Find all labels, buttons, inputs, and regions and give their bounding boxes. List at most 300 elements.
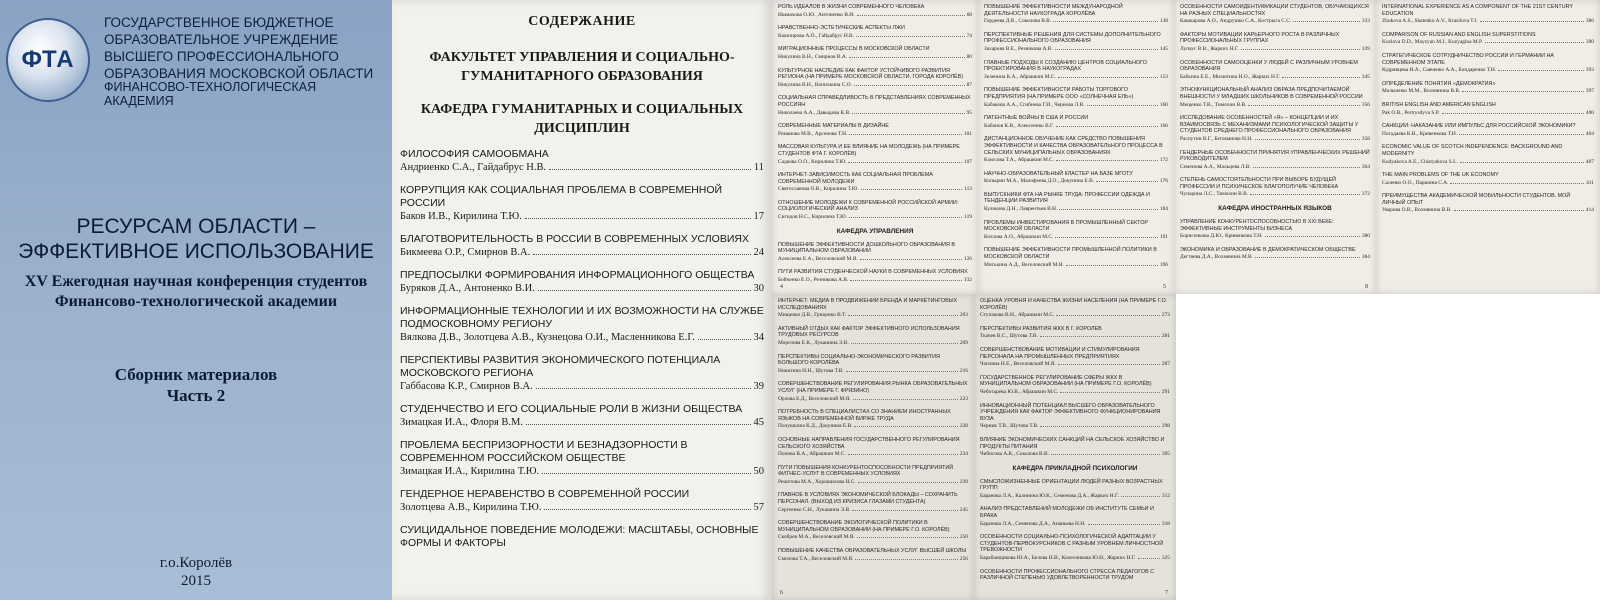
toc-entry-authors: Габбасова К.Р., Смирнов В.А. [400, 381, 533, 392]
toc-entry [778, 144, 972, 165]
toc-entry-line [1382, 109, 1594, 117]
toc-entry-title: ЭКОНОМИКА И ОБРАЗОВАНИЕ В ДЕМОКРАТИЧЕСКОМ ОБЩЕСТВЕ [1180, 246, 1356, 253]
toc-entry-title: ПОВЫШЕНИЕ КАЧЕСТВА ОБРАЗОВАТЕЛЬНЫХ УСЛУГ ВЫСШЕЙ ШКОЛЫ [778, 548, 967, 555]
page-number: 7 [1165, 590, 1168, 596]
toc-entry-authors: Копырин М.А., Малофеева Д.О., Докунина Е.В. [984, 178, 1095, 185]
toc-entry-title: ПЕРСПЕКТИВЫ РАЗВИТИЯ ЭКОНОМИЧЕСКОГО ПОТЕНЦИАЛА МОСКОВСКОГО РЕГИОНА [400, 354, 721, 379]
year: 2015 [181, 573, 211, 589]
toc-entry-line [1382, 158, 1594, 166]
toc-entry-line [980, 520, 1170, 528]
toc-entry-authors: Уварова О.В., Вохмянина В.В. [1382, 207, 1452, 214]
toc-entry-page: 407 [1585, 158, 1594, 165]
toc-entry-line [778, 276, 972, 284]
toc-entry-title: СТРАТЕГИЧЕСКОЕ СОТРУДНИЧЕСТВО РОССИИ И ГЕРМАНИИ НА СОВРЕМЕННОМ ЭТАПЕ [1382, 52, 1555, 66]
toc-entry-title: ПРЕИМУЩЕСТВА АКАДЕМИЧЕСКОЙ МОБИЛЬНОСТИ СТУДЕНТОВ. МОЙ ЛИЧНЫЙ ОПЫТ [1382, 193, 1571, 206]
toc-entry-title: ГЛАВНОЕ В УСЛОВИЯХ ЭКОНОМИЧЕСКОЙ БЛОКАДЫ – СОХРАНИТЬ ПЕРСОНАЛ. (ВЫХОД ИЗ КРИЗИСА ГЛАЗАМИ СТУДЕНТА) [778, 492, 958, 506]
toc-entry [1382, 81, 1594, 95]
toc-entry-authors: Митькина А.Д., Веселовский М.Я. [984, 261, 1064, 268]
toc-entry [400, 524, 764, 550]
toc-entry-authors: Буряков Д.А., Антоненко В.И. [400, 283, 535, 294]
toc-entry-line [1180, 253, 1370, 261]
toc-entry-authors: Черник Т.В., Шутова Т.В. [980, 423, 1039, 430]
toc-entry [400, 354, 764, 393]
dot-leader [1055, 45, 1158, 50]
toc-entry-authors: Борисенкова Д.Ю., Кривенкова Т.Н. [1180, 233, 1263, 240]
toc-entry-authors: Распутин В.Г., Бегоманова Н.Н. [1180, 135, 1253, 142]
dot-leader [1051, 450, 1160, 455]
toc-entry-authors: Андриенко С.А., Гайдабрус Н.В. [400, 162, 547, 173]
toc-entry [984, 192, 1168, 213]
toc-entry-authors: Кашпирова А.О., Гайдабрус Н.В. [778, 32, 854, 39]
toc-entry-authors: Никулина В.Н., Смирнов В.А. [778, 53, 848, 60]
section-heading: КАФЕДРА УПРАВЛЕНИЯ [836, 227, 914, 235]
toc-entry-authors: Вялкова Д.В., Золотцева А.В., Кузнецова О.И., Масленникова Е.Г. [400, 332, 695, 343]
toc-entry-page: 196 [1159, 261, 1168, 268]
toc-entry-line [778, 185, 972, 193]
toc-entry-title: НРАВСТВЕННО-ЭСТЕТИЧЕСКИЕ АСПЕКТЫ ЛЖИ [778, 25, 905, 32]
toc-entry-page: 17 [753, 211, 764, 222]
toc-entry-authors: Козлова А.О., Абрашкин М.С. [984, 233, 1054, 240]
toc-entry-authors: Ишмахова О.Ю., Антоненко В.И. [778, 11, 855, 18]
toc-entry-page: 345 [1361, 73, 1370, 80]
scan-page-5 [978, 0, 1174, 294]
dot-leader [849, 53, 965, 58]
toc-entry-authors: Бабкина Е.Е., Милютина Н.О., Жарких Н.Г. [1180, 73, 1281, 80]
dot-leader [849, 213, 962, 218]
toc-entry-title: УПРАВЛЕНИЕ КОНКУРЕНТОСПОСОБНОСТЬЮ В XXI ВЕКЕ: ЭФФЕКТИВНЫЕ ИНСТРУМЕНТЫ БИЗНЕСА [1180, 219, 1334, 232]
toc-entry-title: ВЛИЯНИЕ ЭКОНОМИЧЕСКИХ САНКЦИЙ НА СЕЛЬСКОЕ ХОЗЯЙСТВО И ПРОДУКТЫ ПИТАНИЯ [980, 436, 1165, 450]
toc-entry-title: ПОВЫШЕНИЕ ЭФФЕКТИВНОСТИ МЕЖДУНАРОДНОЙ ДЕЯТЕЛЬНОСТИ НАУКОГРАДА КОРОЛЁВА [984, 4, 1123, 17]
toc-entry-title: ИНФОРМАЦИОННЫЕ ТЕХНОЛОГИИ И ИХ ВОЗМОЖНОСТИ НА СЛУЖБЕ ПОДМОСКОВНОМУ РЕГИОНУ [400, 305, 764, 330]
toc-entry-line [1382, 17, 1594, 25]
toc-entry-page: 291 [1161, 388, 1170, 395]
dot-leader [846, 367, 958, 372]
toc-entry-page: 74 [966, 32, 972, 39]
toc-entry-page: 393 [1585, 67, 1594, 74]
toc-entry-page: 101 [963, 130, 972, 137]
conference-line2: Финансово-технологической академии [54, 293, 338, 310]
toc-entry-title: ВЫПУСКНИКИ ФТА НА РЫНКЕ ТРУДА: ПРОФЕССИИ ОДЕЖДА И ТЕНДЕНЦИИ РАЗВИТИЯ [984, 191, 1150, 205]
toc-entry-line [1180, 73, 1370, 81]
dot-leader [1255, 253, 1360, 258]
toc-entry-title: ОСОБЕННОСТИ САМООЦЕНКИ У ЛЮДЕЙ С РАЗЛИЧНЫМ УРОВНЕМ ОБРАЗОВАНИЯ [1180, 59, 1358, 73]
toc-entry [778, 95, 972, 116]
toc-entry-line [778, 555, 968, 563]
toc-entry-line [984, 17, 1168, 25]
book-title [0, 214, 392, 264]
toc-entry-authors: Полушкина К.Д., Докунина Е.В. [778, 423, 853, 430]
toc-entry-page: 339 [1361, 45, 1370, 52]
toc-entry-authors: Скобрев М.А., Веселовский М.Я. [778, 534, 855, 541]
toc-entry [778, 437, 968, 458]
conference-name [10, 272, 382, 312]
toc-entry-page: 216 [959, 367, 968, 374]
toc-entry [980, 569, 1170, 582]
toc-entry-authors: Zhukova A.S., Shatenko A.V., Krasilova T.I. [1382, 18, 1478, 25]
toc-entry-line [984, 73, 1168, 81]
toc-entry-authors: Баранова Л.А., Калинина Ю.К., Семенова Д.А., Жарких Н.Г. [980, 492, 1119, 499]
toc-entry-title: НАУЧНО-ОБРАЗОВАТЕЛЬНЫЙ КЛАСТЕР НА БАЗЕ МГОТУ [984, 170, 1133, 177]
toc-entry-title: ПРОБЛЕМА БЕСПРИЗОРНОСТИ И БЕЗНАДЗОРНОСТИ В СОВРЕМЕННОМ РОССИЙСКОМ ОБЩЕСТВЕ [400, 439, 688, 464]
toc-entry-line [400, 501, 764, 514]
toc-entry-line [778, 255, 972, 263]
toc-entry-line [400, 380, 764, 393]
toc-entry-authors: Kudyakova A.E., Chistyakova S.L. [1382, 158, 1458, 165]
toc-entry [1180, 32, 1370, 53]
toc-entry-line [778, 478, 968, 486]
toc-entry-line [984, 122, 1168, 130]
toc-entry [984, 136, 1168, 163]
toc-entry-authors: Клюсова Т.А., Абрашкин М.С. [984, 157, 1055, 164]
dot-leader [1040, 332, 1160, 337]
toc-entry-page: 256 [959, 555, 968, 562]
city: г.о.Королёв [159, 555, 233, 571]
toc-entry-title: СМЫСЛОЖИЗНЕННЫЕ ОРИЕНТАЦИИ ЛЮДЕЙ РАЗНЫХ ВОЗРАСТНЫХ ГРУПП [980, 478, 1163, 492]
toc-entry-page: 356 [1361, 101, 1370, 108]
logo-text: ФТА [21, 46, 75, 73]
toc-entry-line [1382, 87, 1594, 95]
toc-entry-line [400, 246, 764, 259]
toc-entry-title: СТЕПЕНЬ САМОСТОЯТЕЛЬНОСТИ ПРИ ВЫБОРЕ БУДУЩЕЙ ПРОФЕССИИ И ПСИХИЧЕСКОЕ БЛАГОПОЛУЧИЕ ЧЕЛОВЕКА [1180, 177, 1339, 190]
toc-entry-line [778, 339, 968, 347]
scan-page-7 [974, 294, 1176, 600]
toc-entry-authors: Pak O.B., Pertrysdyva S.P. [1382, 109, 1440, 116]
dot-leader [1058, 73, 1158, 78]
toc-entry [1382, 102, 1594, 116]
toc-entry-authors: Мищенко Д.В., Гриценко В.Т. [778, 312, 847, 319]
toc-entry-authors: Николаева А.А., Давыдова К.В. [778, 109, 851, 116]
academy-logo [6, 18, 90, 102]
toc-entry [778, 465, 968, 486]
toc-entry [980, 479, 1170, 500]
toc-entry-authors: Захарова В.Е., Резникова А.В. [984, 45, 1053, 52]
toc-entry-authors: Смолова Т.А., Веселовский М.Я. [778, 555, 854, 562]
toc-entry-line [1180, 232, 1370, 240]
dot-leader [849, 130, 962, 135]
toc-entry-title: ПОВЫШЕНИЕ ЭФФЕКТИВНОСТИ ПРОМЫШЛЕННОЙ ПОЛИТИКИ В МОСКОВСКОЙ ОБЛАСТИ [984, 247, 1157, 261]
scan-page-6-entries [772, 294, 974, 573]
toc-entry-page: 287 [1161, 361, 1170, 368]
contents-page [392, 0, 772, 600]
dot-leader [1053, 17, 1158, 22]
toc-entry-page: 80 [966, 53, 972, 60]
toc-entry-page: 333 [1361, 18, 1370, 25]
toc-entry-line [778, 422, 968, 430]
toc-entry-title: ИННОВАЦИОННЫЙ ПОТЕНЦИАЛ ВЫСШЕГО ОБРАЗОВАТЕЛЬНОГО УЧРЕЖДЕНИЯ КАК ФАКТОР ЭФФЕКТИВНОГО ФУНКЦИОНИРОВАНИЯ ВУЗА [980, 402, 1161, 422]
contents-entries [400, 148, 764, 560]
toc-entry-title: САНКЦИИ: НАКАЗАНИЕ ИЛИ ИМПУЛЬС ДЛЯ РОССИЙСКОЙ ЭКОНОМИКИ? [1382, 123, 1576, 130]
toc-entry-authors: Баранова Л.А., Семенова Д.А., Ананьева Н.Н. [980, 520, 1086, 527]
contents-heading: СОДЕРЖАНИЕ [528, 14, 636, 29]
toc-entry-authors: Романова М.В., Арсенова Т.Н. [778, 130, 848, 137]
toc-entry-title: ОСОБЕННОСТИ СОЦИАЛЬНО-ПСИХОЛОГИЧЕСКОЙ АДАПТАЦИИ У СТУДЕНТОВ-ПЕРВОКУРСНИКОВ С РАЗНЫМ УРОВНЕМ ЛИЧНОСТНОЙ ТРЕВОЖНОСТИ [980, 534, 1164, 554]
dot-leader [854, 81, 965, 86]
toc-entry-authors: Гордеева Д.В., Соколова В.В. [984, 18, 1052, 25]
toc-entry-authors: Лупаус В.В., Жарких Н.Г. [1180, 45, 1239, 52]
toc-entry-title: СОВРЕМЕННЫЕ МАТЕРИАЛЫ В ДИЗАЙНЕ [778, 123, 889, 130]
toc-entry-line [1180, 190, 1370, 198]
toc-entry-page: 68 [966, 11, 972, 18]
dot-leader [1060, 388, 1160, 393]
page-number: 5 [1163, 284, 1166, 290]
toc-entry [1382, 172, 1594, 186]
dot-leader [1250, 190, 1360, 195]
toc-entry-line [400, 282, 764, 295]
toc-entry-line [778, 109, 972, 117]
toc-entry-line [400, 161, 764, 174]
toc-entry [400, 439, 764, 478]
toc-entry [400, 184, 764, 223]
toc-entry-page: 312 [1161, 492, 1170, 499]
toc-entry-authors: Куликова Д.Н., Лаврентьев В.Н. [984, 206, 1058, 213]
dot-leader [1485, 38, 1584, 43]
toc-entry-line [1180, 17, 1370, 25]
collection-line1: Сборник материалов [114, 365, 278, 384]
dot-leader [1056, 156, 1158, 161]
section-heading: КАФЕДРА ИНОСТРАННЫХ ЯЗЫКОВ [1218, 205, 1332, 213]
toc-entry-page: 132 [963, 277, 972, 284]
toc-entry-line [984, 101, 1168, 109]
toc-entry-title: СОВЕРШЕНСТВОВАНИЕ МОТИВАЦИИ И СТИМУЛИРОВАНИЯ ПЕРСОНАЛА НА ПРОМЫШЛЕННЫХ ПРЕДПРИЯТИЯХ [980, 346, 1140, 360]
toc-entry-title: СОЦИАЛЬНАЯ СПРАВЕДЛИВОСТЬ В ПРЕДСТАВЛЕНИЯХ СОВРЕМЕННЫХ РОССИЯН [778, 95, 971, 108]
toc-entry [778, 298, 968, 319]
toc-entry-authors: Дегтяева Д.А., Вохмянина М.В. [1180, 254, 1253, 261]
dot-leader [1459, 130, 1584, 135]
toc-entry-authors: Святославова О.В., Кирилина Т.Ю. [778, 186, 859, 193]
dot-leader [1138, 554, 1160, 559]
toc-entry-authors: Сергеенко С.Н., Лукашина Э.В. [778, 506, 851, 513]
dot-leader [850, 276, 962, 281]
dot-leader [851, 339, 958, 344]
toc-entry-page: 372 [1361, 191, 1370, 198]
dot-leader [1454, 206, 1584, 211]
dot-leader [857, 533, 958, 538]
toc-entry-page: 145 [1159, 45, 1168, 52]
toc-entry-title: ИНТЕРНЕТ: МЕДИА В ПРОДВИЖЕНИИ БРЕНДА И МАРКЕТИНГОВЫХ ИССЛЕДОВАНИЯХ [778, 298, 958, 311]
toc-entry-page: 50 [753, 466, 764, 477]
toc-entry-line [984, 45, 1168, 53]
toc-entry [1382, 193, 1594, 214]
toc-entry-page: 273 [1161, 312, 1170, 319]
toc-entry-page: 166 [1159, 122, 1168, 129]
toc-entry-title: ОТНОШЕНИЕ МОЛОДЕЖИ К СОВРЕМЕННОЙ РОССИЙСКОЙ АРМИИ: СОЦИОЛОГИЧЕСКИЙ АНАЛИЗ [778, 199, 959, 213]
toc-entry-title: ОСНОВНЫЕ НАПРАВЛЕНИЯ ГОСУДАРСТВЕННОГО РЕГУЛИРОВАНИЯ СЕЛЬСКОГО ХОЗЯЙСТВА [778, 436, 960, 450]
toc-entry-page: 390 [1585, 39, 1594, 46]
toc-entry-page: 107 [963, 158, 972, 165]
toc-entry-page: 386 [1585, 18, 1594, 25]
toc-entry-line [980, 311, 1170, 319]
toc-entry-authors: Зимацкая И.А., Кирилина Т.Ю. [400, 466, 540, 477]
toc-entry [980, 375, 1170, 396]
dot-leader [544, 501, 750, 510]
toc-entry [1180, 115, 1370, 142]
toc-entry [778, 25, 972, 39]
dot-leader [1498, 66, 1584, 71]
toc-entry-page: 39 [753, 381, 764, 392]
toc-entry-title: INTERNATIONAL EXPERIENCE AS A COMPONENT OF THE 21ST CENTURY EDUCATION [1382, 4, 1573, 17]
toc-entry-page: 191 [1159, 233, 1168, 240]
toc-entry-page: 24 [753, 247, 764, 258]
dot-leader [860, 255, 962, 260]
book-title-line1: РЕСУРСАМ ОБЛАСТИ – [76, 215, 316, 238]
toc-entry-line [984, 233, 1168, 241]
toc-entry-authors: Никулина В.Н., Вопилкина С.О. [778, 81, 852, 88]
toc-entry-title: ФАКТОРЫ МОТИВАЦИИ КАРЬЕРНОГО РОСТА В РАЗЛИЧНЫХ ПРОФЕССИОНАЛЬНЫХ ГРУППАХ [1180, 31, 1340, 45]
toc-entry [1382, 32, 1594, 46]
toc-entry-title: ПЕРСПЕКТИВЫ СОЦИАЛЬНО-ЭКОНОМИЧЕСКОГО РАЗВИТИЯ БОЛЬШОГО КОРОЛЁВА [778, 353, 940, 367]
toc-entry-line [778, 506, 968, 514]
toc-entry-line [980, 554, 1170, 562]
toc-entry-title: ГЕНДЕРНОЕ НЕРАВЕНСТВО В СОВРЕМЕННОЙ РОССИИ [400, 488, 690, 500]
toc-entry-page: 325 [1161, 555, 1170, 562]
toc-entry-authors: Кудрявцева Н.А., Савченко А.А., Бондаренко Т.Н. [1382, 67, 1497, 74]
toc-entry-authors: Погадаева К.В., Кривенкова Т.Н. [1382, 130, 1458, 137]
dot-leader [857, 11, 965, 16]
toc-entry-authors: Алексеева Е.А., Веселовский М.Я. [778, 255, 858, 262]
toc-entry-page: 239 [959, 478, 968, 485]
toc-entry-line [980, 492, 1170, 500]
toc-entry-title: ИНТЕРНЕТ-ЗАВИСИМОСТЬ КАК СОЦИАЛЬНАЯ ПРОБЛЕМА СОВРЕМЕННОЙ МОЛОДЕЖИ [778, 172, 933, 185]
toc-entry-line [778, 311, 968, 319]
toc-entry-line [400, 331, 764, 344]
dot-leader [848, 311, 958, 316]
dot-leader [533, 246, 750, 255]
toc-entry-authors: Чеботарева Ю.В., Абрашкин М.С. [980, 388, 1059, 395]
scan-page-9-entries [1376, 0, 1600, 225]
toc-entry [1180, 87, 1370, 108]
dot-leader [1058, 360, 1160, 365]
toc-entry-title: ИССЛЕДОВАНИЕ ОСОБЕННОСТЕЙ «Я» – КОНЦЕПЦИИ И ИХ ВЗАИМОСВЯЗЬ С МЕХАНИЗМАМИ ПСИХОЛОГИЧЕСКОЙ ЗАЩИТЫ У СТУДЕНТОВ СРЕДНЕГО ПРОФЕССИОНАЛЬНОГО ОБРАЗОВАНИЯ [1180, 115, 1359, 135]
toc-entry-authors: Мещенко Т.В., Тимохин В.В. [1180, 101, 1247, 108]
toc-entry [778, 4, 972, 18]
toc-entry-page: 397 [1585, 88, 1594, 95]
dot-leader [1255, 135, 1360, 140]
toc-entry-title: РОЛЬ ИДЕАЛОВ В ЖИЗНИ СОВРЕМЕННОГО ЧЕЛОВЕКА [778, 4, 925, 10]
toc-entry-authors: Кашкарова А.О., Андрушко С.А., Кострыга С.С. [1180, 18, 1292, 25]
dot-leader [858, 478, 958, 483]
dot-leader [542, 465, 750, 474]
toc-entry-title: СТУДЕНЧЕСТВО И ЕГО СОЦИАЛЬНЫЕ РОЛИ В ЖИЗНИ ОБЩЕСТВА [400, 403, 743, 415]
toc-entry [778, 548, 968, 562]
toc-entry-page: 119 [964, 214, 972, 221]
toc-entry-authors: Чибисова А.К., Соколова В.В. [980, 451, 1049, 458]
toc-entry-line [778, 130, 972, 138]
department-line1: КАФЕДРА ГУМАНИТАРНЫХ И СОЦИАЛЬНЫХ [420, 102, 744, 117]
toc-entry [1180, 4, 1370, 25]
toc-entry-page: 184 [1159, 206, 1168, 213]
toc-entry-page: 209 [959, 339, 968, 346]
toc-entry-page: 404 [1585, 130, 1594, 137]
toc-entry [778, 326, 968, 347]
dot-leader [1056, 122, 1158, 127]
toc-entry-authors: Ткачев В.С., Шутова Т.В. [980, 333, 1038, 340]
toc-entry-authors: Мальченко М.М., Вохмянина В.В. [1382, 88, 1461, 95]
toc-entry-page: 380 [1361, 233, 1370, 240]
dot-leader [526, 416, 750, 425]
toc-entry-title: ДИСТАНЦИОННОЕ ОБУЧЕНИЕ КАК СРЕДСТВО ПОВЫШЕНИЯ ЭФФЕКТИВНОСТИ И КАЧЕСТВА ОБРАЗОВАТЕЛЬНОГО ПРОЦЕССА В СЕЛЬСКИХ МУНИЦИПАЛЬНЫХ ОБРАЗОВАНИЯХ [984, 136, 1163, 156]
toc-entry [778, 269, 972, 283]
dot-leader [1096, 177, 1158, 182]
dot-leader [1460, 158, 1584, 163]
toc-entry-authors: Попова В.А., Абрашкин М.С. [778, 451, 846, 458]
toc-entry [1180, 150, 1370, 171]
toc-entry-title: ПЕРСПЕКТИВНЫЕ РЕШЕНИЯ ДЛЯ СИСТЕМЫ ДОПОЛНИТЕЛЬНОГО ПРОФЕССИОНАЛЬНОГО ОБРАЗОВАНИЯ [984, 31, 1161, 45]
dot-leader [1121, 492, 1160, 497]
toc-entry-title: THE MAIN PROBLEMS OF THE UK ECONOMY [1382, 172, 1499, 179]
dot-leader [1088, 520, 1160, 525]
dot-leader [1055, 233, 1158, 238]
toc-entry-line [1180, 135, 1370, 143]
organization-name: ГОСУДАРСТВЕННОЕ БЮДЖЕТНОЕ ОБРАЗОВАТЕЛЬНОЕ УЧРЕЖДЕНИЕ ВЫСШЕГО ПРОФЕССИОНАЛЬНОГО ОБРАЗОВАНИЯ МОСКОВСКОЙ ОБЛАСТИ [104, 15, 374, 81]
toc-entry-line [778, 533, 968, 541]
toc-entry-page: 160 [1159, 101, 1168, 108]
toc-entry [778, 68, 972, 89]
toc-entry-line [778, 32, 972, 40]
toc-entry [400, 233, 764, 259]
faculty-heading [402, 48, 762, 86]
toc-entry-title: ECONOMIC VALUE OF SCOTCH INDEPENDENCE: BACKGROUND AND MODERNITY [1382, 144, 1563, 157]
dot-leader [698, 331, 751, 340]
collection-label [0, 364, 392, 406]
toc-entry-title: СОВЕРШЕНСТВОВАНИЕ РЕГУЛИРОВАНИЯ РЫНКА ОБРАЗОВАТЕЛЬНЫХ УСЛУГ (НА ПРИМЕРЕ Г. ФРЯЗИНО) [778, 381, 968, 394]
dot-leader [1282, 73, 1360, 78]
toc-entry-line [778, 81, 972, 89]
toc-entry-title: ОЦЕНКА УРОВНЯ И КАЧЕСТВА ЖИЗНИ НАСЕЛЕНИЯ (НА ПРИМЕРЕ Г.О. КОРОЛЁВ) [980, 298, 1168, 311]
toc-entry [1382, 53, 1594, 74]
toc-entry-line [1180, 101, 1370, 109]
toc-entry-line [1382, 206, 1594, 214]
toc-entry-authors: Орлова Е.Д., Веселовский М.Я. [778, 395, 851, 402]
dot-leader [1059, 205, 1158, 210]
toc-entry-title: ПРЕДПОСЫЛКИ ФОРМИРОВАНИЯ ИНФОРМАЦИОННОГО ОБЩЕСТВА [400, 269, 755, 281]
toc-entry-title: BRITISH ENGLISH AND AMERICAN ENGLISH [1382, 101, 1496, 108]
dot-leader [538, 282, 751, 291]
toc-entry-line [984, 177, 1168, 185]
toc-entry-authors: Баков И.В., Кирилина Т.Ю. [400, 211, 522, 222]
toc-entry-title: ПЕРСПЕКТИВЫ РАЗВИТИЯ ЖКХ В Г. КОРОЛЕВ [980, 325, 1102, 332]
book-cover [0, 0, 392, 600]
publication-place [0, 554, 392, 590]
faculty-line1: ФАКУЛЬТЕТ УПРАВЛЕНИЯ И СОЦИАЛЬНО- [429, 50, 735, 65]
toc-entry-page: 400 [1585, 109, 1594, 116]
toc-entry-line [1382, 179, 1594, 187]
dot-leader [1066, 261, 1158, 266]
toc-entry [984, 32, 1168, 53]
toc-entry [778, 520, 968, 541]
dot-leader [1056, 311, 1160, 316]
toc-entry-page: 45 [753, 417, 764, 428]
toc-entry-authors: Решетова М.А., Хорошилова Н.С. [778, 478, 856, 485]
toc-entry-title: ПОВЫШЕНИЕ ЭФФЕКТИВНОСТИ РАБОТЫ ТОРГОВОГО ПРЕДПРИЯТИЯ (НА ПРИМЕРЕ ООО «СОЛНЕЧНАЯ ЕЛЬ») [984, 87, 1134, 100]
department-heading [402, 100, 762, 138]
toc-entry-line [1382, 66, 1594, 74]
toc-entry-title: КОРРУПЦИЯ КАК СОЦИАЛЬНАЯ ПРОБЛЕМА В СОВРЕМЕННОЙ РОССИИ [400, 184, 723, 209]
toc-entry [1382, 144, 1594, 165]
toc-entry-authors: Никитина Н.Н., Шутова Т.В. [778, 367, 844, 374]
toc-entry [1180, 60, 1370, 81]
toc-entry-page: 11 [753, 162, 764, 173]
toc-entry [980, 437, 1170, 458]
page-number: 4 [780, 284, 783, 290]
scan-page-4-entries [772, 0, 978, 294]
toc-entry-authors: Саленко О.О., Паршина С.А. [1382, 179, 1449, 186]
toc-entry-authors: Кабанов К.В., Алексеенко В.Г. [984, 122, 1054, 129]
toc-entry-title: ПОВЫШЕНИЕ ЭФФЕКТИВНОСТИ ДОШКОЛЬНОГО ОБРАЗОВАНИЯ В МУНИЦИПАЛЬНОМ ОБРАЗОВАНИИ [778, 241, 955, 255]
scan-page-8 [1174, 0, 1376, 294]
scan-page-9 [1376, 0, 1600, 294]
toc-entry-page: 411 [1586, 179, 1594, 186]
toc-entry [980, 326, 1170, 340]
